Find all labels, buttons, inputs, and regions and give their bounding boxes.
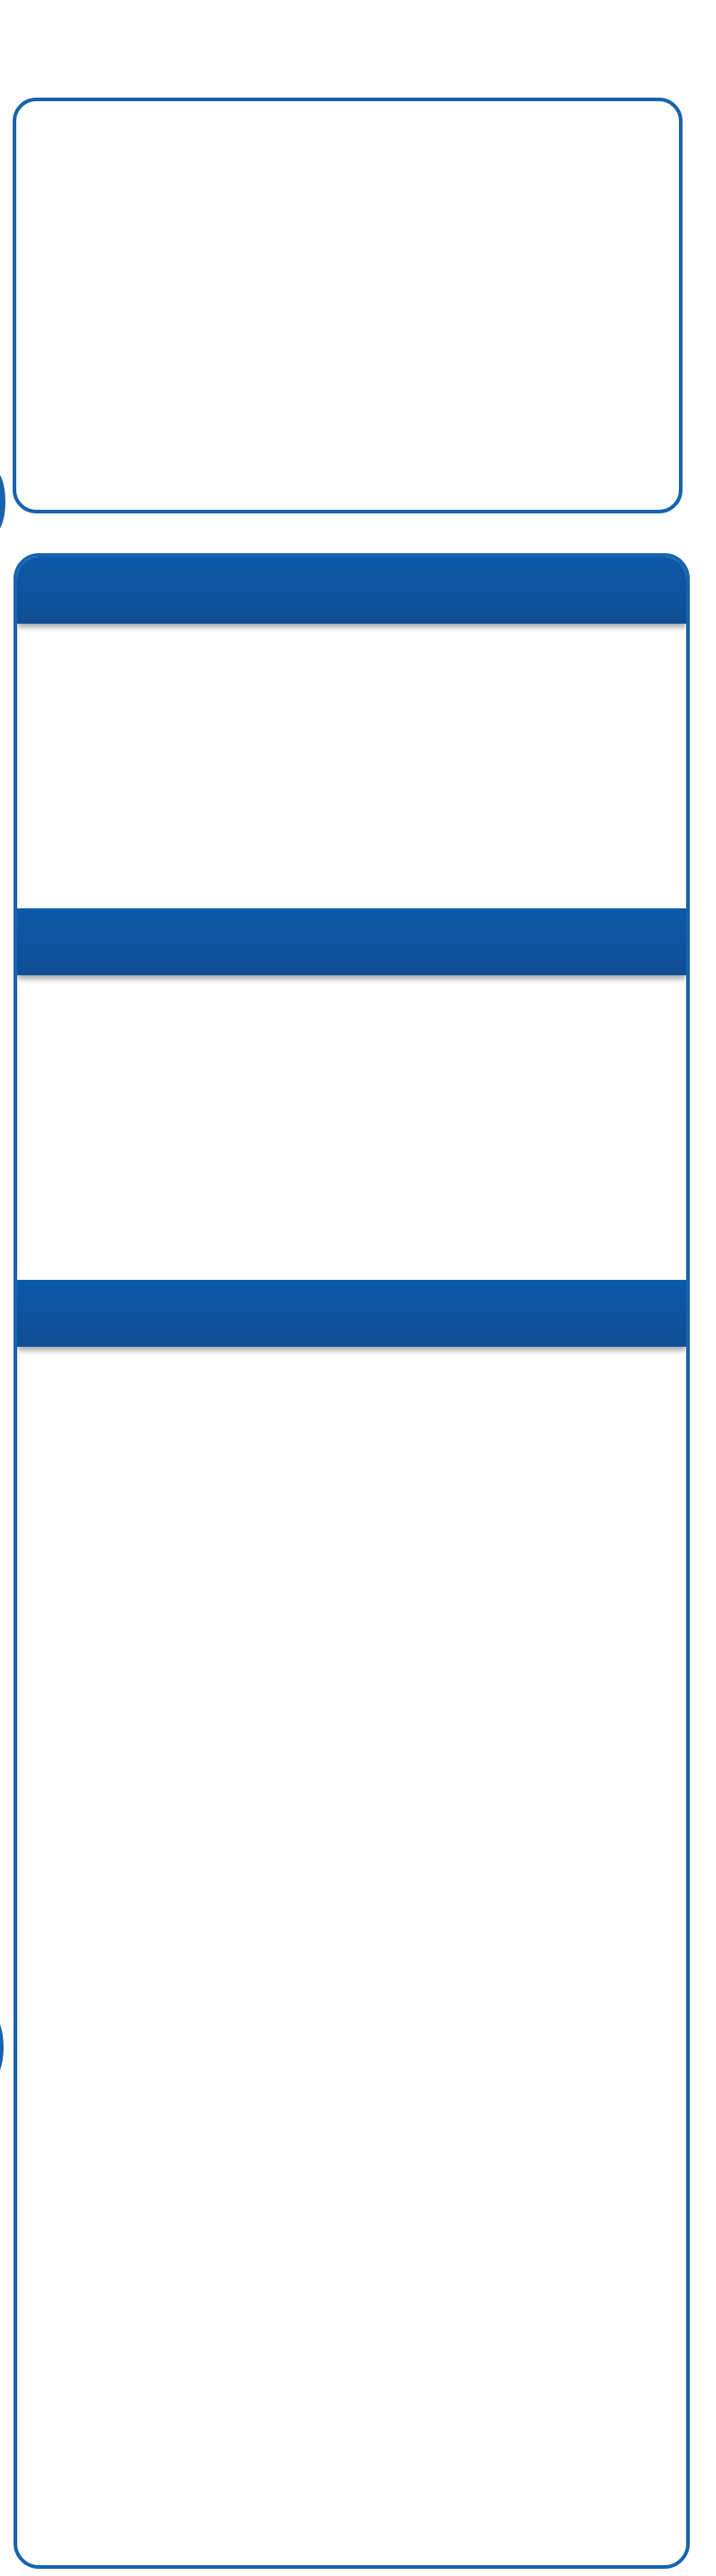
- global-header-row: [17, 1381, 686, 1406]
- global-table: [17, 557, 686, 2565]
- left-decoration-top: [0, 470, 5, 533]
- market-summary-header-row: [16, 118, 679, 143]
- left-decoration-bottom: [0, 2016, 4, 2079]
- market-summary-table: [16, 101, 679, 510]
- market-detail-card: [14, 553, 690, 2569]
- market-summary-card: [13, 98, 683, 513]
